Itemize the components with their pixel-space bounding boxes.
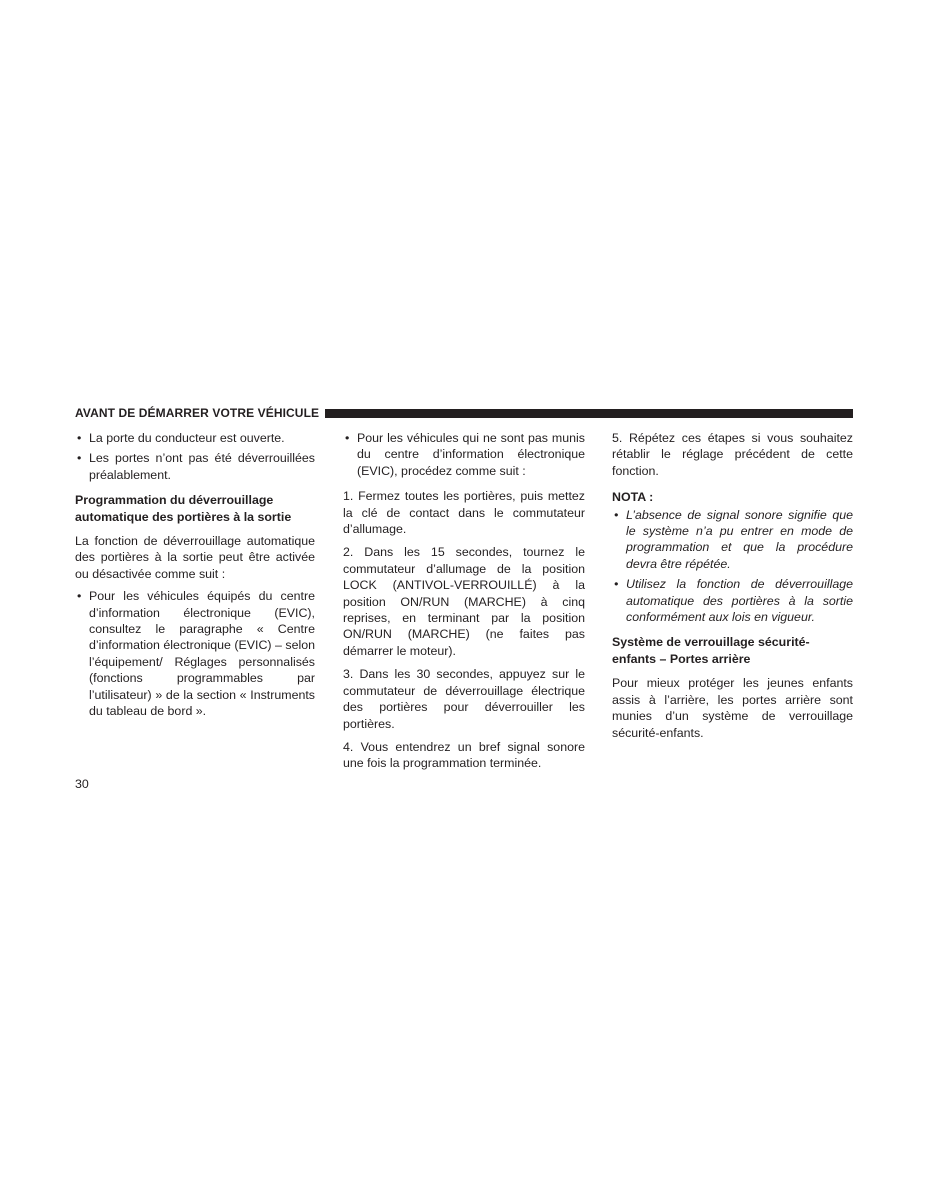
subheading-line: Système de verrouillage sécurité- [612,635,810,650]
list-item-text: La porte du conducteur est ouverte. [89,431,285,445]
subheading-programming [75,492,315,525]
list-item-text: Pour les véhicules équipés du centre d’information électronique (EVIC), consultez le paragraphe « Centre d’information électronique (EVIC) – selon l’équipement/ Réglages personnalisés (fonctions programmables par l’utilisateur) » de la section « Instruments du tableau de bord ». [89,589,315,719]
note-item [612,576,853,625]
bullet-icon: • [77,431,82,445]
list-item [75,450,315,483]
section-header [75,405,853,421]
column-left [75,430,315,724]
step-2: 2. Dans les 15 secondes, tournez le commutateur d’allumage de la position LOCK (ANTIVOL-VERROUILLÉ) à la position ON/RUN (MARCHE) à cinq reprises, en terminant par la position ON/RUN (MARCHE) (ne faites pas démarrer le moteur). [343,545,585,658]
bullet-icon: • [614,577,619,592]
step-1: 1. Fermez toutes les portières, puis mettez la clé de contact dans le commutateur d’allumage. [343,489,585,537]
bullet-icon: • [614,507,619,522]
page-number: 30 [75,777,89,791]
note-text: L’absence de signal sonore signifie que le système n’a pu entrer en mode de programmation et que la procédure devra être répétée. [626,507,853,571]
step-5: 5. Répétez ces étapes si vous souhaitez rétablir le réglage précédent de cette fonction. [612,431,853,478]
bullet-icon: • [77,589,82,604]
list-item-text: Pour les véhicules qui ne sont pas munis du centre d’information électronique (EVIC), procédez comme suit : [357,431,585,478]
subheading-line: Programmation du déverrouillage [75,493,274,508]
column-middle [343,430,585,778]
child-lock-paragraph: Pour mieux protéger les jeunes enfants assis à l’arrière, les portes arrière sont munies d’un système de verrouillage sécurité-enfants. [612,676,853,740]
list-item-text: Les portes n’ont pas été déverrouillées préalablement. [89,451,315,482]
column-right [612,430,853,747]
list-item [75,588,315,719]
subheading-child-lock [612,634,853,667]
list-item [343,430,585,479]
note-text: Utilisez la fonction de déverrouillage automatique des portières à la sortie conformément aux lois en vigueur. [626,577,853,625]
list-item [75,430,315,446]
subheading-line: automatique des portières à la sortie [75,509,292,524]
bullet-icon: • [345,431,350,445]
step-3: 3. Dans les 30 secondes, appuyez sur le commutateur de déverrouillage électrique des portières pour déverrouiller les portières. [343,667,585,731]
nota-label: NOTA : [612,490,654,505]
section-title: AVANT DE DÉMARRER VOTRE VÉHICULE [75,406,320,420]
step-4: 4. Vous entendrez un bref signal sonore une fois la programmation terminée. [343,739,585,771]
bullet-icon: • [77,451,82,466]
subheading-line: enfants – Portes arrière [612,651,751,666]
note-item [612,507,853,573]
header-rule [325,409,853,418]
intro-paragraph: La fonction de déverrouillage automatique des portières à la sortie peut être activée ou désactivée comme suit : [75,534,315,581]
